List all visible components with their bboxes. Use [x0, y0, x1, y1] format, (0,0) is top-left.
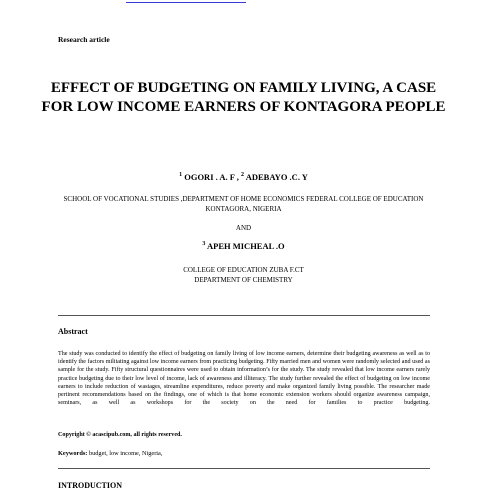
affiliation-2-line-1: COLLEGE OF EDUCATION ZUBA F.CT [183, 266, 304, 274]
author-separator: , [236, 172, 239, 182]
abstract-heading: Abstract [58, 327, 88, 336]
divider-bottom [58, 468, 430, 469]
keywords-label: Keywords: [58, 450, 88, 457]
author-2-name: ADEBAYO .C. Y [245, 172, 308, 182]
affiliation-1: SCHOOL OF VOCATIONAL STUDIES ,DEPARTMENT OF HOME ECONOMICS FEDERAL COLLEGE OF EDUCATION KONTAGORA, NIGERIA [63, 195, 424, 213]
header-link-underline[interactable] [126, 0, 246, 3]
author-3-superscript: 3 [202, 241, 206, 248]
author-3-name: APEH MICHEAL .O [206, 241, 285, 251]
introduction-heading: INTRODUCTION [58, 481, 123, 490]
keywords-line [58, 450, 162, 457]
author-2-superscript: 2 [241, 172, 245, 179]
affiliation-2 [0, 266, 487, 285]
affiliation-2-line-2: DEPARTMENT OF CHEMISTRY [194, 275, 293, 284]
copyright-notice: Copyright © acascipub.com, all rights reserved. [58, 432, 182, 438]
author-1-name: OGORI . A. F [184, 172, 235, 182]
and-separator: AND [235, 224, 252, 232]
divider-top [58, 315, 430, 316]
abstract-body: The study was conducted to identify the effect of budgeting on family living of low income earners, determine their budgeting awareness as well as to identify the factors militating against low income earners from practicing budgeting. Fifty married men and women were randomly selected and used as sample for the study. Fifty structural questionnaires were used to obtain information’s for the study. The study revealed that low income earners rarely practice budgeting due to their low level of income, lack of awareness and illiteracy. The study further revealed the effect of budgeting on low income earners to include reduction of wastages, streamline expenditures, reduce poverty and make organized family living possible. The researcher made pertinent recommendations based on the findings, one of which is that home economic extension workers should organize awareness campaign, seminars, as well as workshops for the society on the need for families to practice budgeting. [58, 351, 430, 407]
author-line [0, 172, 487, 182]
article-type-label: Research article [58, 35, 110, 44]
keywords-text: budget, low income, Nigeria, [88, 450, 163, 457]
paper-title: EFFECT OF BUDGETING ON FAMILY LIVING, A CASE FOR LOW INCOME EARNERS OF KONTAGORA PEOPLE [41, 80, 446, 115]
author-3-line [0, 241, 487, 251]
author-1-superscript: 1 [179, 172, 183, 179]
